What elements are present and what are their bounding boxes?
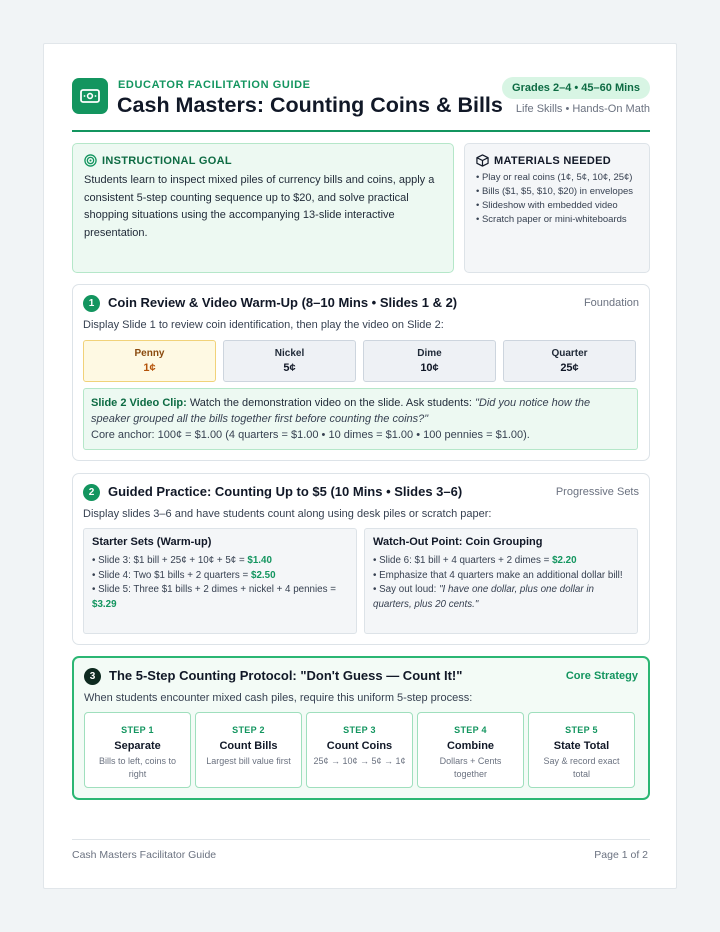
item-text: • Slide 6: $1 bill + 4 quarters + 2 dimes =	[373, 555, 553, 566]
item-answer: $2.50	[251, 569, 276, 581]
materials-list	[476, 172, 644, 228]
goal-text: Students learn to inspect mixed piles of currency bills and coins, apply a consistent 5-step counting sequence up to $20, and solve practical shopping situations using the accompanying 13-slide interactive presentation.	[84, 174, 435, 239]
step-name: Count Coins	[326, 740, 393, 752]
list-item	[92, 583, 352, 612]
coin-value: 25¢	[560, 362, 579, 374]
section-title: Guided Practice: Counting Up to $5 (10 Mins • Slides 3–6)	[108, 484, 463, 499]
instructional-goal-box	[72, 143, 454, 273]
step-name: State Total	[553, 740, 610, 752]
step-label: STEP 4	[454, 725, 487, 735]
materials-box	[464, 143, 650, 273]
materials-heading-label: MATERIALS NEEDED	[494, 155, 612, 167]
coin-value: 1¢	[143, 362, 156, 374]
coin-card-quarter	[503, 340, 636, 382]
step-card	[528, 712, 635, 788]
subject-subtitle: Life Skills • Hands-On Math	[515, 103, 650, 115]
starter-sets-panel	[83, 528, 357, 634]
header-divider	[72, 130, 650, 132]
step-label: STEP 3	[343, 725, 376, 735]
materials-heading	[476, 154, 611, 167]
panel-heading: Watch-Out Point: Coin Grouping	[373, 536, 543, 548]
step-label: STEP 5	[565, 725, 598, 735]
step-card	[306, 712, 413, 788]
step-name: Combine	[446, 740, 495, 752]
coin-card-dime	[363, 340, 496, 382]
item-answer: $2.20	[552, 555, 577, 566]
eyebrow-label: EDUCATOR FACILITATION GUIDE	[118, 79, 311, 91]
step-desc: Dollars + Cents together	[439, 756, 502, 779]
step-card	[195, 712, 302, 788]
header	[72, 77, 650, 135]
step-label: STEP 2	[232, 725, 265, 735]
coin-name: Penny	[134, 348, 165, 359]
section-intro: Display Slide 1 to review coin identification, then play the video on Slide 2:	[83, 319, 444, 331]
goal-heading	[84, 154, 232, 167]
banknote-icon	[72, 78, 108, 114]
section-tag: Foundation	[583, 297, 639, 309]
item-answer: $1.40	[247, 555, 272, 566]
section-intro: Display slides 3–6 and have students count along using desk piles or scratch paper:	[83, 508, 492, 520]
coin-name: Nickel	[274, 348, 305, 359]
core-anchor: Core anchor: 100¢ = $1.00 (4 quarters = $1.00 • 10 dimes = $1.00 • 100 pennies = $1.00).	[91, 429, 530, 441]
section-intro: When students encounter mixed cash piles, require this uniform 5-step process:	[84, 692, 473, 704]
step-name: Separate	[114, 740, 161, 752]
list-item: • Bills ($1, $5, $10, $20) in envelopes	[476, 186, 634, 197]
list-item	[92, 554, 352, 569]
box-icon	[476, 154, 489, 167]
item-text: • Slide 5: Three $1 bills + 2 dimes + nickel + 4 pennies =	[92, 584, 336, 595]
step-card	[84, 712, 191, 788]
starter-sets-list	[92, 554, 352, 612]
section-counting-protocol	[72, 656, 650, 800]
list-item: • Scratch paper or mini-whiteboards	[476, 214, 627, 225]
goal-heading-label: INSTRUCTIONAL GOAL	[102, 155, 232, 167]
video-clip-note	[83, 388, 638, 450]
item-text: • Say out loud:	[373, 584, 440, 595]
coin-grid	[83, 340, 638, 382]
list-item	[373, 583, 633, 612]
item-text: • Slide 3: $1 bill + 25¢ + 10¢ + 5¢ =	[92, 555, 248, 566]
clip-text: Watch the demonstration video on the slide. Ask students:	[186, 397, 475, 409]
step-desc: 25¢ → 10¢ → 5¢ → 1¢	[313, 756, 406, 766]
watch-out-list	[373, 554, 633, 612]
grade-badge: Grades 2–4 • 45–60 Mins	[502, 77, 650, 99]
list-item: • Play or real coins (1¢, 5¢, 10¢, 25¢)	[476, 172, 633, 183]
page-number: Page 1 of 2	[594, 849, 648, 861]
list-item: • Emphasize that 4 quarters make an additional dollar bill!	[373, 569, 623, 581]
section-number: 2	[83, 484, 100, 501]
step-label: STEP 1	[121, 725, 154, 735]
step-card	[417, 712, 524, 788]
footer-divider	[72, 839, 650, 840]
section-guided-practice	[72, 473, 650, 645]
page-title: Cash Masters: Counting Coins & Bills	[117, 93, 503, 117]
panel-heading: Starter Sets (Warm-up)	[92, 536, 212, 548]
coin-value: 5¢	[283, 362, 296, 374]
coin-name: Dime	[417, 348, 442, 359]
step-desc: Largest bill value first	[206, 756, 291, 766]
section-number: 3	[84, 668, 101, 685]
section-coin-review	[72, 284, 650, 461]
step-desc: Bills to left, coins to right	[98, 756, 177, 779]
item-text: • Slide 4: Two $1 bills + 2 quarters =	[92, 569, 251, 581]
item-quote: "I have one dollar, plus one dollar in quarters, plus 20 cents."	[373, 584, 594, 610]
list-item	[373, 554, 633, 569]
target-icon	[84, 154, 97, 167]
list-item	[92, 569, 352, 584]
footer-title: Cash Masters Facilitator Guide	[72, 849, 217, 861]
list-item: • Slideshow with embedded video	[476, 200, 618, 211]
section-tag: Core Strategy	[565, 670, 638, 682]
steps-row	[84, 712, 639, 788]
clip-label: Slide 2 Video Clip:	[91, 397, 187, 409]
section-title: Coin Review & Video Warm-Up (8–10 Mins • Slides 1 & 2)	[108, 295, 458, 310]
coin-card-nickel	[223, 340, 356, 382]
item-answer: $3.29	[92, 598, 117, 610]
section-tag: Progressive Sets	[555, 486, 639, 498]
step-desc: Say & record exact total	[543, 756, 620, 779]
step-name: Count Bills	[219, 740, 278, 752]
guide-page	[43, 43, 677, 889]
watch-out-panel	[364, 528, 638, 634]
section-title: The 5-Step Counting Protocol: "Don't Guess — Count It!"	[109, 668, 463, 683]
clip-question: "Did you notice how the speaker grouped all the bills together first before counting the coins?"	[91, 397, 591, 425]
section-number: 1	[83, 295, 100, 312]
coin-value: 10¢	[420, 362, 439, 374]
coin-name: Quarter	[551, 348, 588, 359]
coin-card-penny	[83, 340, 216, 382]
